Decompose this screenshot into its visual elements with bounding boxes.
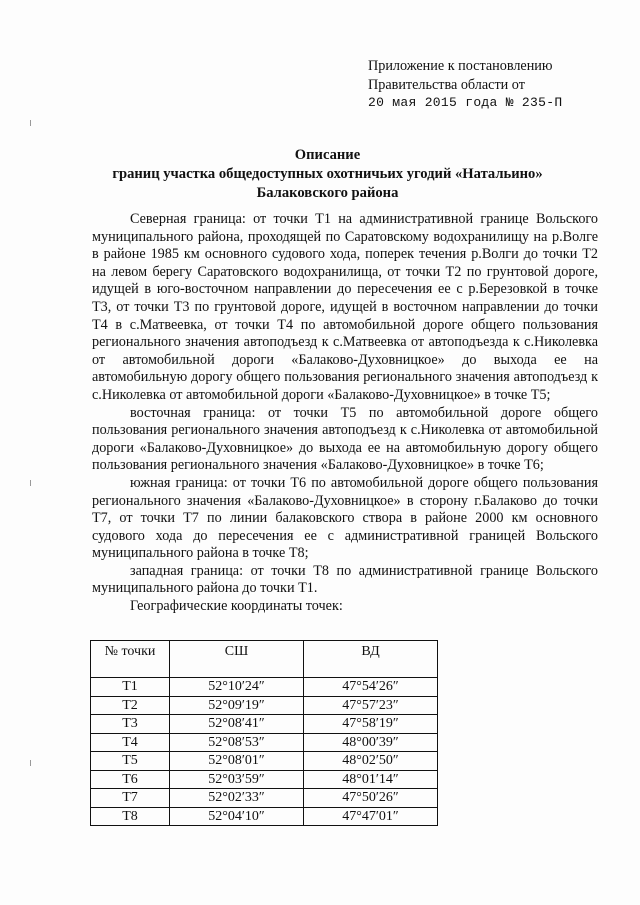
- point-cell: Т5: [91, 752, 170, 771]
- title-line-1: Описание: [294, 147, 361, 163]
- table-row: [91, 789, 438, 808]
- longitude-cell: 48°02′50″: [304, 752, 438, 771]
- point-cell: Т8: [91, 807, 170, 826]
- longitude-cell: 47°54′26″: [304, 678, 438, 697]
- latitude-cell: 52°04′10″: [170, 807, 304, 826]
- southern-boundary-paragraph: южная граница: от точки Т6 по автомобильной дороге общего пользования регионального значения «Балаково-Духовницкое» в сторону г.Балаково до точки Т7, от точки Т7 по линии балаковского створа в районе 2000 км основного судового хода до пересечения ее с административной границей Вольского муниципального района в точке Т8;: [92, 474, 598, 562]
- latitude-cell: 52°09′19″: [170, 696, 304, 715]
- latitude-cell: 52°02′33″: [170, 789, 304, 808]
- longitude-cell: 47°58′19″: [304, 715, 438, 734]
- latitude-cell: 52°10′24″: [170, 678, 304, 697]
- point-cell: Т3: [91, 715, 170, 734]
- longitude-cell: 47°57′23″: [304, 696, 438, 715]
- column-header-latitude: СШ: [170, 641, 304, 678]
- title-line-2: границ участка общедоступных охотничьих угодий «Натальино»: [112, 166, 543, 182]
- latitude-cell: 52°03′59″: [170, 770, 304, 789]
- column-header-longitude: ВД: [304, 641, 438, 678]
- margin-mark: [30, 480, 31, 486]
- appendix-header: [368, 57, 628, 113]
- table-row: [91, 678, 438, 697]
- title-line-3: Балаковского района: [256, 185, 399, 201]
- boundary-description: [92, 211, 598, 616]
- margin-mark: [30, 760, 31, 766]
- table-row: [91, 752, 438, 771]
- northern-boundary-paragraph: Северная граница: от точки Т1 на административной границе Вольского муниципального района, проходящей по Саратовскому водохранилищу на р.Волге в районе 1985 км основного судового хода, поперек течения р.Волги до точки Т2 на левом берегу Саратовского водохранилища, от точки Т2 по грунтовой дороге, идущей в юго-восточном направлении до пересечения ее с р.Березовкой в точке Т3, от точки Т3 по грунтовой дороге, идущей в восточном направлении до точки Т4 в с.Матвеевка, от точки Т4 по автомобильной дороге общего пользования регионального значения автоподъезд к с.Матвеевка от автоподъезда к с.Николевка от автомобильной дороги «Балаково-Духовницкое» до выхода ее на автомобильную дорогу общего пользования регионального значения автоподъезд к с.Николевка от автомобильной дороги «Балаково-Духовницкое» в точке Т5;: [92, 211, 598, 403]
- longitude-cell: 47°50′26″: [304, 789, 438, 808]
- longitude-cell: 48°00′39″: [304, 733, 438, 752]
- point-cell: Т7: [91, 789, 170, 808]
- latitude-cell: 52°08′53″: [170, 733, 304, 752]
- point-cell: Т1: [91, 678, 170, 697]
- longitude-cell: 47°47′01″: [304, 807, 438, 826]
- table-row: [91, 733, 438, 752]
- point-cell: Т6: [91, 770, 170, 789]
- coordinates-caption: Географические координаты точек:: [130, 598, 343, 615]
- coordinates-table: [90, 640, 438, 826]
- column-header-point: № точки: [91, 641, 170, 678]
- table-row: [91, 770, 438, 789]
- header-line-2: Правительства области от: [368, 76, 525, 93]
- table-header-row: [91, 641, 438, 678]
- latitude-cell: 52°08′41″: [170, 715, 304, 734]
- table-row: [91, 807, 438, 826]
- table-row: [91, 715, 438, 734]
- table-row: [91, 696, 438, 715]
- margin-mark: [30, 120, 31, 126]
- western-boundary-paragraph: западная граница: от точки Т8 по административной границе Вольского муниципального района до точки Т1.: [92, 562, 598, 597]
- header-date-stamp: 20 мая 2015 года № 235-П: [368, 95, 563, 110]
- header-line-1: Приложение к постановлению: [368, 58, 553, 74]
- document-title: [60, 146, 595, 203]
- point-cell: Т4: [91, 733, 170, 752]
- longitude-cell: 48°01′14″: [304, 770, 438, 789]
- eastern-boundary-paragraph: восточная граница: от точки Т5 по автомобильной дороге общего пользования регионального значения автоподъезд к с.Николевка от автомобильной дороги «Балаково-Духовницкое» до выхода ее на автомобильную дорогу общего пользования регионального значения «Балаково-Духовницкое» в точке Т6;: [92, 404, 598, 474]
- latitude-cell: 52°08′01″: [170, 752, 304, 771]
- point-cell: Т2: [91, 696, 170, 715]
